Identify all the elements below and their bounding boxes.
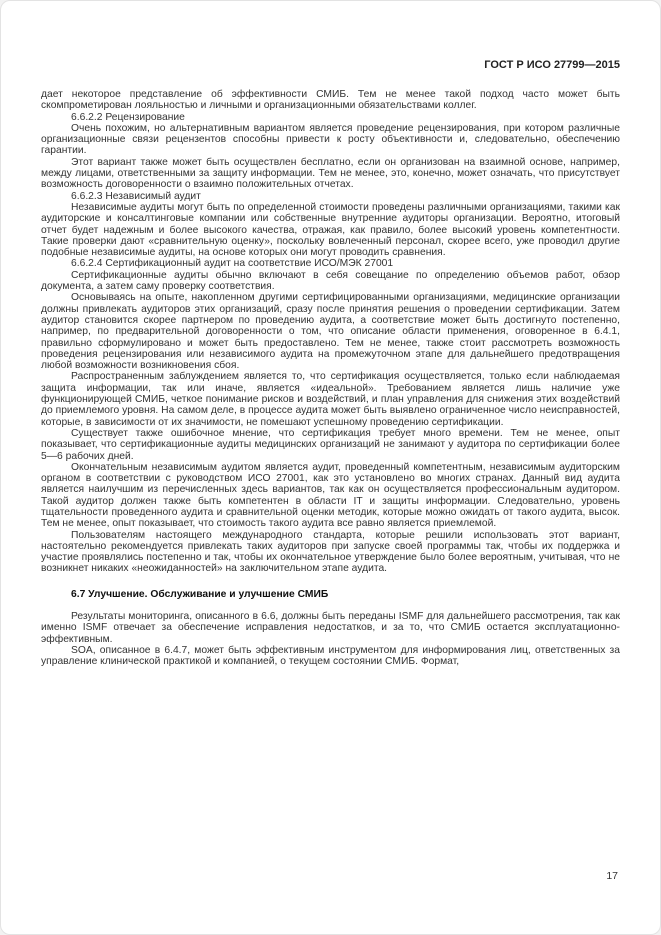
paragraph: Основываясь на опыте, накопленном другими сертифицированными организациями, медицинские организации должны привлекать аудиторов этих организаций, сразу после принятия решения о проведении сертификации. Затем аудитор становится скорее партнером по проведению аудита, а соответствие может быть достигнуто постепенно, например, по предварительной договоренности о том, что описание области применения, оговоренное в 6.4.1, правильно сформулировано и может быть предоставлено. Тем не менее, также стоит рассмотреть возможность проведения рецензирования или независимого аудита на промежуточном этапе для дальнейшего предотвращения любой возможности возникновения сбоя. [41,292,620,372]
paragraph: Независимые аудиты могут быть по определенной стоимости проведены различными организациями, такими как аудиторские и консалтинговые компании или собственные внутренние аудиторы организации. Вероятно, итоговый отчет будет надежным и более высокого качества, отражая, как правило, более высокий уровень компетентности. Такие проверки дают «сравнительную оценку», поскольку вовлеченный персонал, скорее всего, уже проводил другие подобные независимые аудиты, на основе которых они могут проводить сравнения. [41,201,620,259]
document-header [41,59,620,71]
subsection-heading: 6.6.2.3 Независимый аудит [71,190,201,202]
paragraph: дает некоторое представление об эффективности СМИБ. Тем не менее такой подход часто может быть скомпрометирован лояльностью и личными и организационными обязательствами коллег. [41,89,620,112]
section-heading: 6.7 Улучшение. Обслуживание и улучшение СМИБ [71,588,329,600]
paragraph: Окончательным независимым аудитом является аудит, проведенный компетентным, независимым аудиторским органом в соответствии с руководством ИСО 27001, как это установлено во многих странах. Данный вид аудита является наилучшим из перечисленных здесь вариантов, так как он осуществляется профессиональным аудитором. Такой аудитор должен также быть компетентен в области IT и защиты информации. Следовательно, уровень тщательности проведенного аудита и сравнительной оценки методик, которые можно ожидать от такого аудита, высок. Тем не менее, опыт показывает, что стоимость такого аудита все равно является приемлемой. [41,461,620,530]
paragraph: Очень похожим, но альтернативным вариантом является проведение рецензирования, при котором различные организационные связи рецензентов способны привести к росту объективности и, следовательно, обеспечению гарантии. [41,122,620,157]
paragraph: Результаты мониторинга, описанного в 6.6, должны быть переданы ISMF для дальнейшего рассмотрения, так как именно ISMF отвечает за обеспечение исправления недостатков, и за то, что СМИБ остается эксплуатационно-эффективным. [41,611,620,645]
standard-designation: ГОСТ Р ИСО 27799—2015 [484,59,620,71]
subsection-heading: 6.6.2.4 Сертификационный аудит на соответствие ИСО/МЭК 27001 [71,258,394,270]
document-body [41,89,620,668]
paragraph: Пользователям настоящего международного стандарта, которые решили использовать этот вариант, настоятельно рекомендуется привлекать таких аудиторов при запуске своей программы так, чтобы их поддержка и участие проявлялись постепенно и так, чтобы их окончательное утверждение было более вероятным, учитывая, что не возникнет никаких «неожиданностей» на заключительном этапе аудита. [41,529,620,575]
paragraph: Сертификационные аудиты обычно включают в себя совещание по определению объемов работ, обзор документа, а затем саму проверку соответствия. [41,269,620,293]
paragraph: Этот вариант также может быть осуществлен бесплатно, если он организован на взаимной основе, например, между лицами, ответственными за защиту информации. Тем не менее, это, конечно, может означать, что присутствует возможность договоренности о взаимно положительных отчетах. [41,156,620,191]
page-footer [606,870,618,882]
paragraph: Распространенным заблуждением является то, что сертификация осуществляется, только если наблюдаемая защита информации, так или иначе, является «идеальной». Требованием является лишь наличие уже функционирующей СМИБ, четкое понимание рисков и воздействий, и план управления для снижения этих воздействий до приемлемого уровня. На самом деле, в процессе аудита может быть выявлено ограниченное число неисправностей, которые, в зависимости от их значимости, не помешают успешному проведению сертификации. [41,371,620,428]
page-number: 17 [606,870,618,882]
paragraph: Существует также ошибочное мнение, что сертификация требует много времени. Тем не менее, опыт показывает, что сертификационные аудиты медицинских организаций не занимают у аудитора по сертификации более 5—6 рабочих дней. [41,427,620,462]
paragraph: SOA, описанное в 6.4.7, может быть эффективным инструментом для информирования лиц, ответственных за управление клинической практикой и компанией, о текущем состоянии СМИБ. Формат, [41,644,620,668]
subsection-heading: 6.6.2.2 Рецензирование [71,111,185,123]
